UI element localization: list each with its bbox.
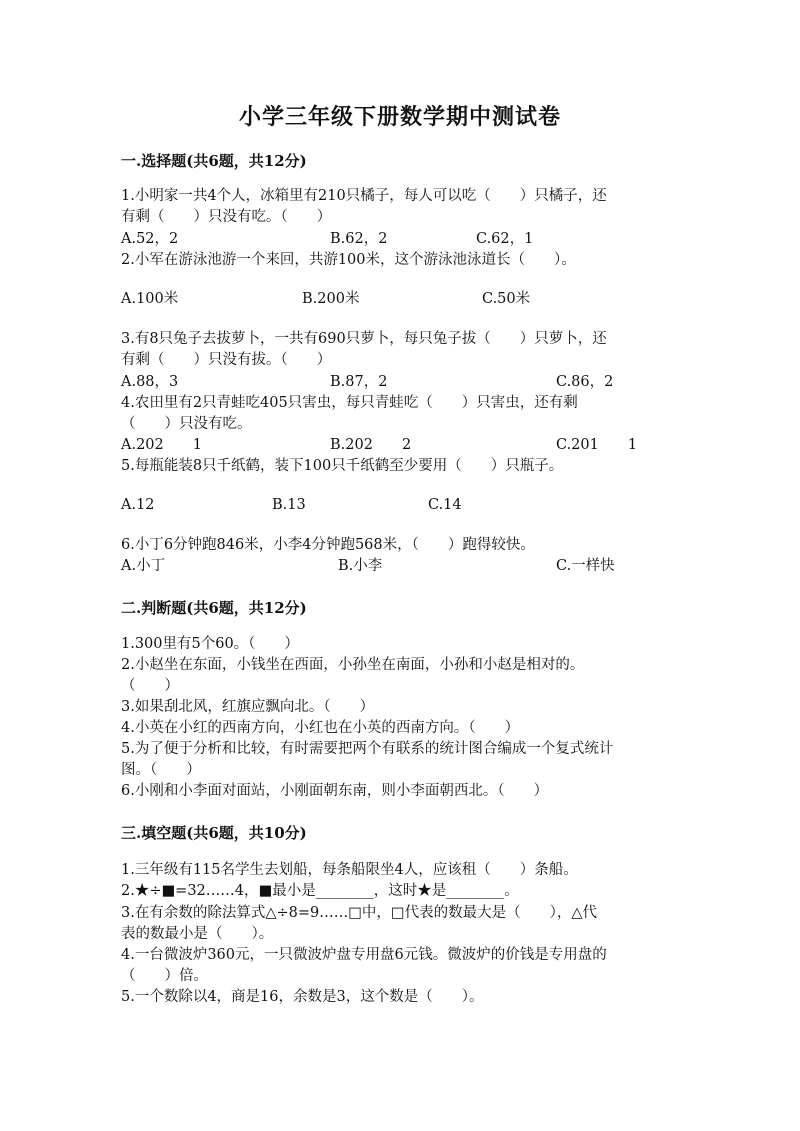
option-c: C.201 1 (556, 437, 638, 453)
question-text: 有剩（ ）只没有吃。（ ） (121, 209, 332, 225)
option-b: B.200米 (302, 291, 360, 307)
option-b: B.87，2 (330, 374, 388, 390)
question-text: 2.小军在游泳池游一个来回，共游100米，这个游泳池泳道长（ ）。 (121, 252, 576, 268)
option-b: B.202 2 (330, 437, 412, 453)
option-a: A.小丁 (121, 558, 166, 574)
question-text: 2.小赵坐在东面，小钱坐在西面，小孙坐在南面，小孙和小赵是相对的。 (121, 657, 585, 673)
question-text: 1.小明家一共4个人，冰箱里有210只橘子，每人可以吃（ ）只橘子，还 (121, 188, 607, 204)
section-heading-fill-in: 三.填空题(共6题，共10分) (121, 824, 307, 842)
question-text: 4.一台微波炉360元，一只微波炉盘专用盘6元钱。微波炉的价钱是专用盘的 (121, 947, 607, 963)
option-c: C.86，2 (556, 374, 614, 390)
option-c: C.一样快 (556, 558, 615, 574)
option-b: B.62，2 (330, 231, 388, 247)
option-c: C.14 (428, 497, 462, 513)
option-c: C.62，1 (476, 231, 534, 247)
question-text: （ ）倍。 (121, 968, 208, 984)
question-text: 表的数最小是（ ）。 (121, 926, 274, 942)
question-text: 图。（ ） (121, 762, 201, 778)
question-text: 3.如果刮北风，红旗应飘向北。（ ） (121, 699, 375, 715)
option-b: B.13 (272, 497, 306, 513)
section-heading-true-false: 二.判断题(共6题，共12分) (121, 599, 307, 617)
question-text: 有剩（ ）只没有拔。（ ） (121, 352, 332, 368)
question-text: （ ） (121, 678, 179, 694)
question-text: 3.在有余数的除法算式△÷8=9……□中，□代表的数最大是（ ），△代 (121, 905, 598, 921)
question-text: 4.小英在小红的西南方向，小红也在小英的西南方向。（ ） (121, 720, 520, 736)
section-heading-multiple-choice: 一.选择题(共6题，共12分) (121, 152, 307, 170)
question-text: 2.★÷■=32……4，■最小是________，这时★是________。 (121, 883, 519, 899)
option-a: A.202 1 (121, 437, 202, 453)
option-a: A.52，2 (121, 231, 179, 247)
question-text: 6.小丁6分钟跑846米，小李4分钟跑568米，（ ）跑得较快。 (121, 537, 535, 553)
question-text: 1.三年级有115名学生去划船，每条船限坐4人，应该租（ ）条船。 (121, 862, 578, 878)
question-text: 5.为了便于分析和比较，有时需要把两个有联系的统计图合编成一个复式统计 (121, 741, 614, 757)
page-title: 小学三年级下册数学期中测试卷 (238, 104, 561, 130)
question-text: 5.每瓶能装8只千纸鹤，装下100只千纸鹤至少要用（ ）只瓶子。 (121, 458, 564, 474)
question-text: 3.有8只兔子去拔萝卜，一共有690只萝卜，每只兔子拔（ ）只萝卜，还 (121, 331, 607, 347)
option-a: A.100米 (121, 291, 179, 307)
question-text: （ ）只没有吃。 (121, 416, 252, 432)
question-text: 5.一个数除以4，商是16，余数是3，这个数是（ ）。 (121, 989, 484, 1005)
option-a: A.12 (121, 497, 155, 513)
question-text: 4.农田里有2只青蛙吃405只害虫，每只青蛙吃（ ）只害虫，还有剩 (121, 395, 578, 411)
question-text: 1.300里有5个60。（ ） (121, 636, 299, 652)
option-b: B.小李 (338, 558, 383, 574)
question-text: 6.小刚和小李面对面站，小刚面朝东南，则小李面朝西北。（ ） (121, 783, 549, 799)
option-a: A.88，3 (121, 374, 179, 390)
option-c: C.50米 (482, 291, 531, 307)
